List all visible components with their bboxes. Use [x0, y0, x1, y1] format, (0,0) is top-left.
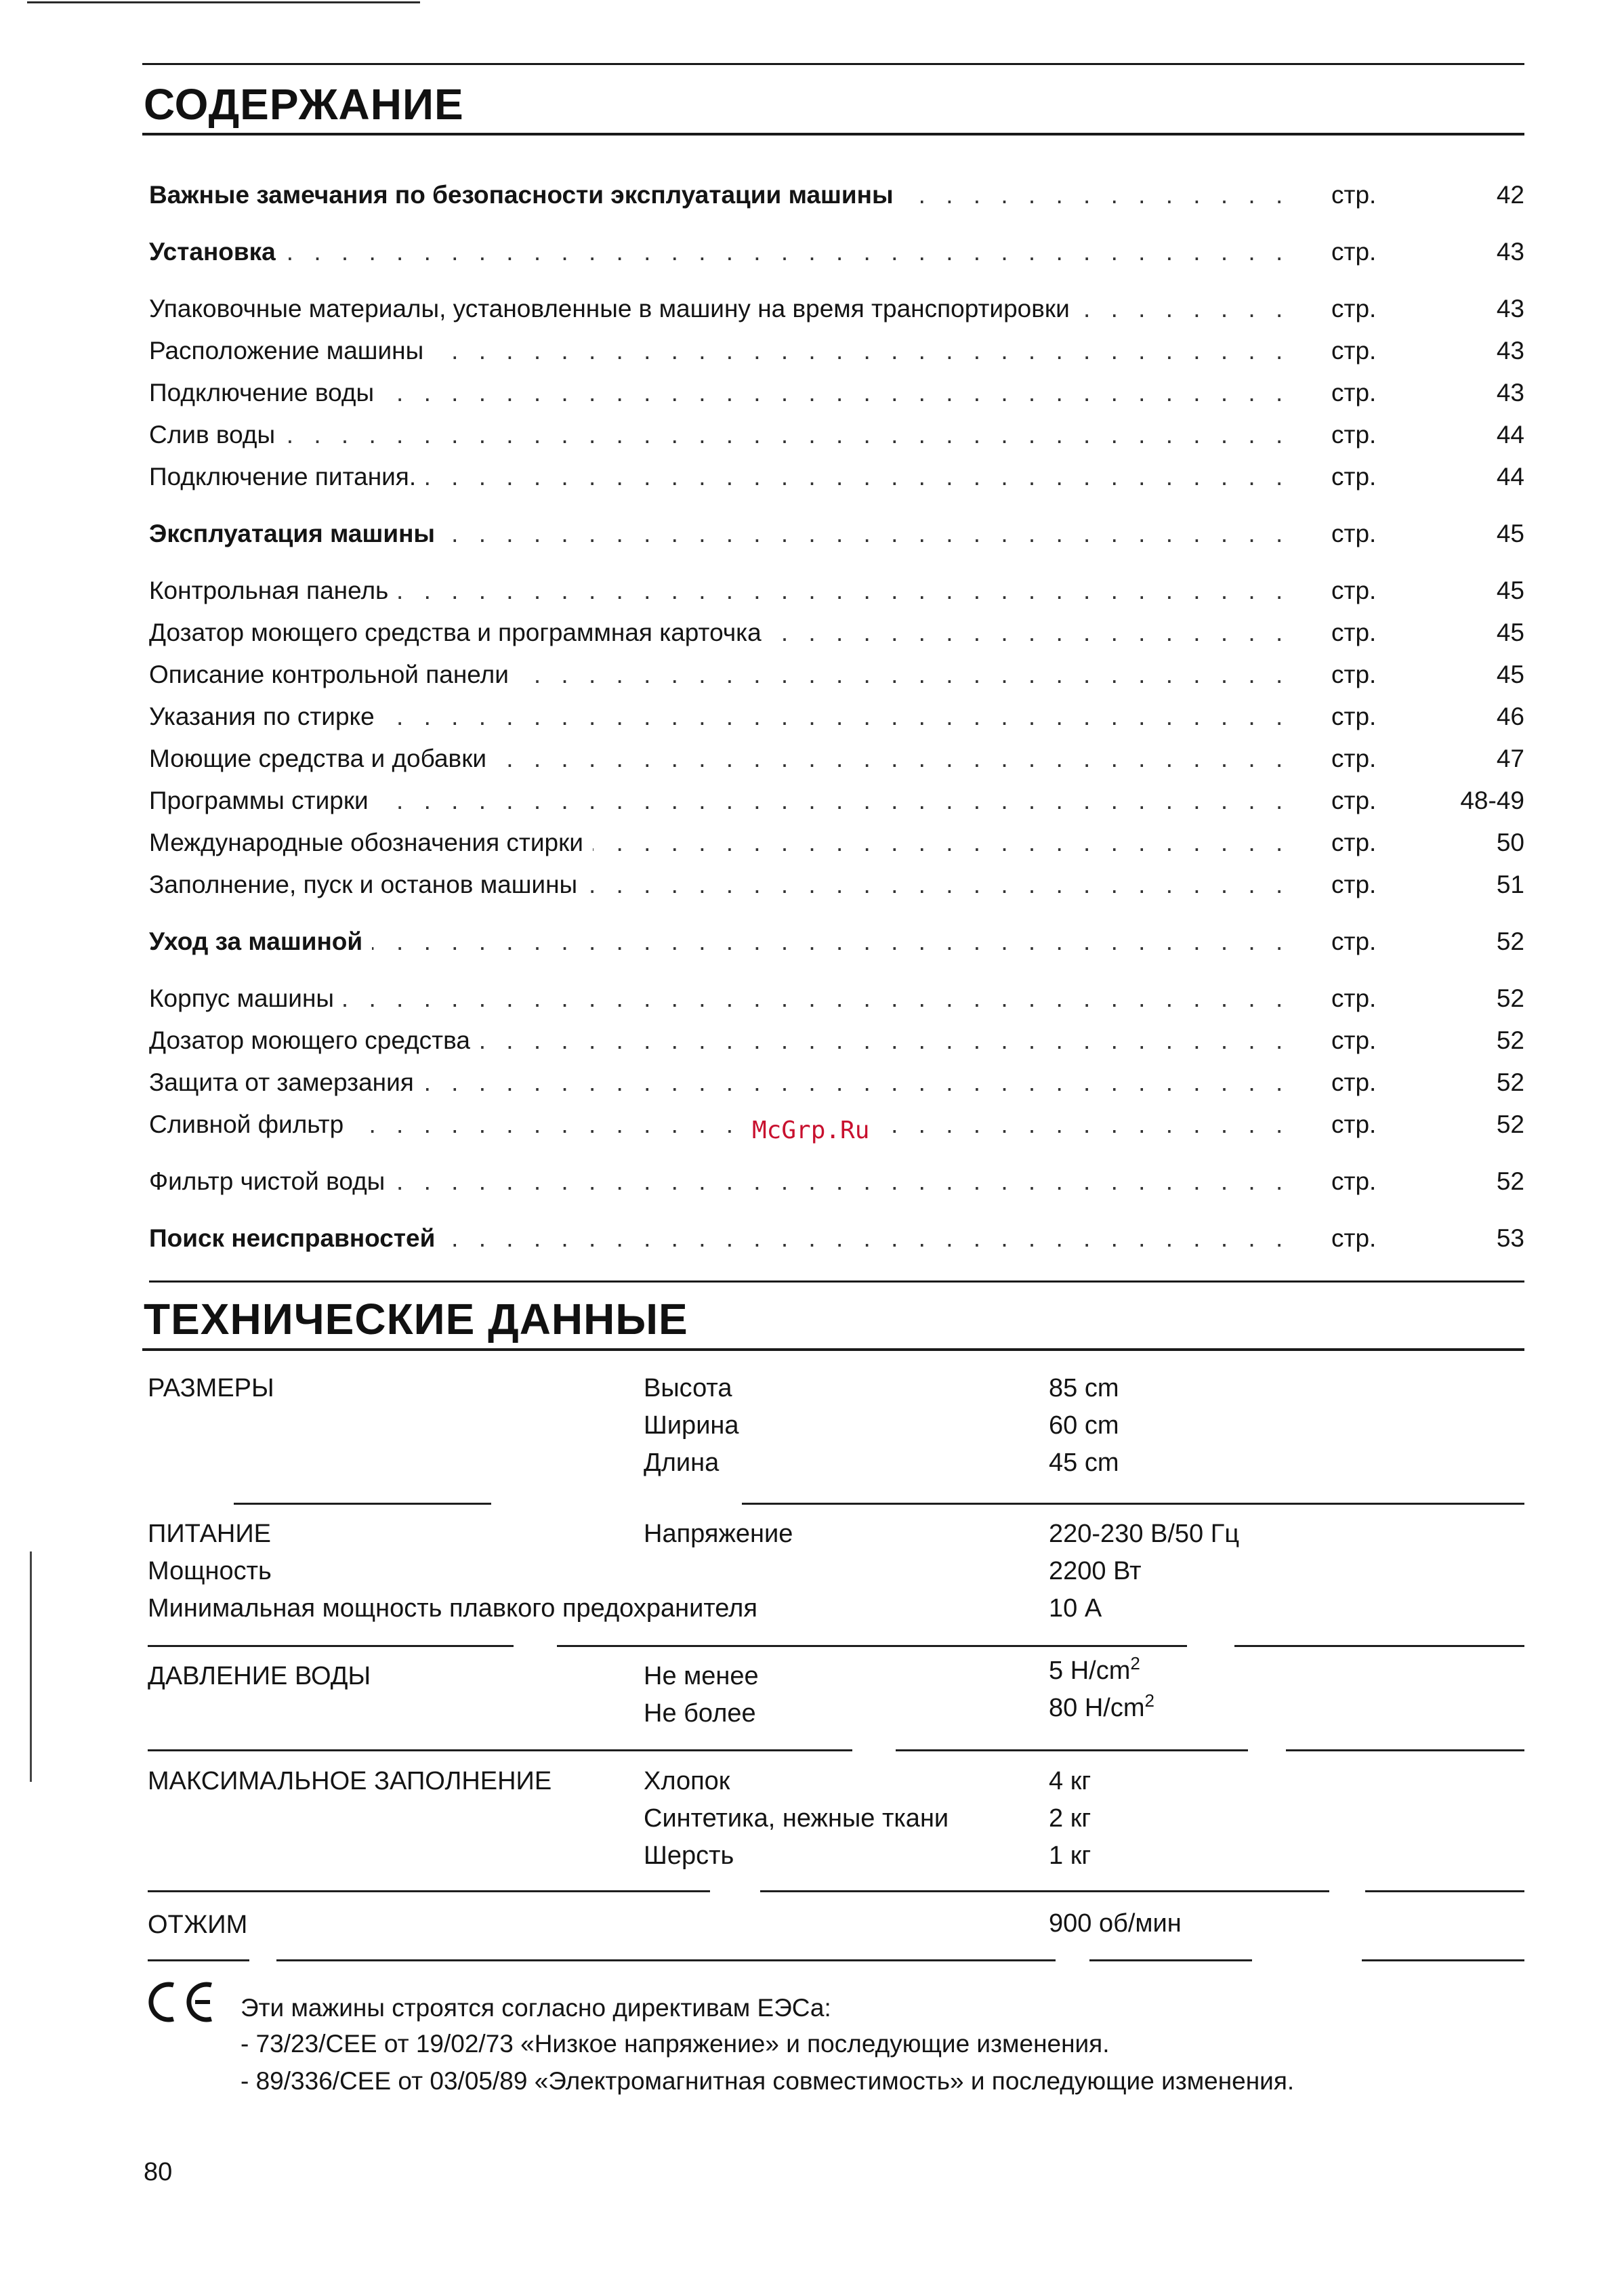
load-param: Хлопок: [644, 1767, 730, 1795]
ce-note-item: - 73/23/CEE от 19/02/73 «Низкое напряжение» и последующие изменения.: [241, 2030, 1110, 2058]
toc-entry-page: 43: [1496, 337, 1524, 364]
divider: [276, 1959, 1056, 1961]
dimension-value: 45 cm: [1049, 1449, 1119, 1477]
toc-top-rule: [142, 63, 1524, 65]
toc-entry: [149, 698, 1524, 736]
divider: [1286, 1749, 1524, 1751]
toc-entry-label: Упаковочные материалы, установленные в машину на время транспортировки: [149, 290, 1079, 328]
toc-entry-label: Слив воды: [149, 416, 285, 454]
toc-page-abbrev: стр.: [1331, 520, 1377, 547]
toc-page-abbrev: стр.: [1331, 745, 1377, 772]
toc-page-abbrev: стр.: [1331, 619, 1377, 646]
toc-page-abbrev: стр.: [1331, 1026, 1377, 1054]
toc-entry-page: 45: [1496, 661, 1524, 688]
load-value: 2 кг: [1049, 1804, 1091, 1833]
spin-value: 900 об/мин: [1049, 1909, 1182, 1938]
dimensions-label: РАЗМЕРЫ: [148, 1374, 274, 1402]
toc-page-abbrev: стр.: [1331, 463, 1377, 491]
toc-entry: [149, 656, 1524, 694]
ce-note-item: - 89/336/CEE от 03/05/89 «Электромагнитная совместимость» и последующие изменения.: [241, 2067, 1295, 2095]
toc-title-underline: [142, 133, 1524, 136]
pressure-min-value: 5 $Н/cm^2$: [1049, 1653, 1140, 1685]
voltage-param: Напряжение: [644, 1520, 793, 1548]
load-param: Шерсть: [644, 1841, 734, 1870]
divider: [148, 1749, 852, 1751]
divider: [1365, 1890, 1524, 1892]
toc-entry: [149, 782, 1524, 820]
toc-entry: [149, 332, 1524, 370]
toc-entry-page: 45: [1496, 577, 1524, 604]
toc-entry: [149, 290, 1524, 328]
toc-entry: [149, 923, 1524, 961]
toc-entry-label: Сливной фильтр: [149, 1106, 353, 1144]
divider: [1362, 1959, 1524, 1961]
divider: [760, 1890, 1329, 1892]
dimension-param: Высота: [644, 1374, 732, 1402]
toc-entry-page: 53: [1496, 1224, 1524, 1252]
toc-leader-dots: [149, 416, 1301, 454]
toc-entry-label: Установка: [149, 233, 285, 271]
toc-entry: [149, 374, 1524, 412]
toc-entry-page: 42: [1496, 181, 1524, 209]
toc-page-abbrev: стр.: [1331, 577, 1377, 604]
page-number: 80: [144, 2158, 173, 2186]
toc-entry-label: Подключение питания.: [149, 458, 425, 496]
toc-entry-label: Дозатор моющего средства и программная карточка: [149, 614, 771, 652]
dimension-param: Ширина: [644, 1411, 739, 1440]
power-consumption-value: 2200 Вт: [1049, 1557, 1142, 1585]
divider: [148, 1959, 249, 1961]
toc-leader-dots: [149, 233, 1301, 271]
tech-top-rule: [149, 1280, 1524, 1283]
toc-page-abbrev: стр.: [1331, 703, 1377, 730]
load-value: 4 кг: [1049, 1767, 1091, 1795]
toc-entry-page: 52: [1496, 1026, 1524, 1054]
divider: [557, 1645, 1187, 1647]
toc-page-abbrev: стр.: [1331, 238, 1377, 266]
divider: [896, 1749, 1248, 1751]
dimension-value: 60 cm: [1049, 1411, 1119, 1440]
toc-entry: [149, 572, 1524, 610]
toc-entry-label: Фильтр чистой воды: [149, 1163, 394, 1201]
toc-entry-page: 44: [1496, 463, 1524, 491]
toc-page-abbrev: стр.: [1331, 295, 1377, 322]
toc-entry-page: 46: [1496, 703, 1524, 730]
pressure-max-value: 80 $Н/cm^2$: [1049, 1690, 1154, 1722]
toc-page-abbrev: стр.: [1331, 421, 1377, 449]
toc-entry-label: Важные замечания по безопасности эксплуатации машины: [149, 176, 903, 214]
toc-entry-label: Международные обозначения стирки: [149, 824, 593, 862]
toc-entry: [149, 866, 1524, 904]
toc-entry: [149, 980, 1524, 1018]
toc-page-abbrev: стр.: [1331, 1068, 1377, 1096]
toc-entry-label: Контрольная панель: [149, 572, 398, 610]
toc-entry-label: Описание контрольной панели: [149, 656, 518, 694]
fuse-value: 10 А: [1049, 1594, 1102, 1623]
watermark: McGrp.Ru: [747, 1117, 875, 1144]
toc-entry: [149, 740, 1524, 778]
toc-page-abbrev: стр.: [1331, 829, 1377, 856]
toc-entry-label: Программы стирки: [149, 782, 378, 820]
toc-entry-label: Защита от замерзания: [149, 1064, 423, 1102]
fuse-label: Минимальная мощность плавкого предохранителя: [148, 1594, 757, 1623]
toc-entry-page: 45: [1496, 520, 1524, 547]
toc-page-abbrev: стр.: [1331, 661, 1377, 688]
toc-page-abbrev: стр.: [1331, 337, 1377, 364]
toc-entry: [149, 1064, 1524, 1102]
toc-page-abbrev: стр.: [1331, 1167, 1377, 1195]
toc-entry: [149, 233, 1524, 271]
toc-entry-page: 43: [1496, 238, 1524, 266]
toc-entry-page: 44: [1496, 421, 1524, 449]
toc-entry: [149, 824, 1524, 862]
toc-entry: [149, 515, 1524, 553]
pressure-max-param: Не более: [644, 1699, 756, 1728]
max-load-label: МАКСИМАЛЬНОЕ ЗАПОЛНЕНИЕ: [148, 1767, 552, 1795]
toc-page-abbrev: стр.: [1331, 871, 1377, 898]
toc-entry-page: 50: [1496, 829, 1524, 856]
toc-entry: [149, 1163, 1524, 1201]
toc-entry-page: 51: [1496, 871, 1524, 898]
toc-entry: [149, 1022, 1524, 1060]
divider: [742, 1503, 1524, 1505]
toc-page-abbrev: стр.: [1331, 984, 1377, 1012]
toc-entry-label: Дозатор моющего средства: [149, 1022, 480, 1060]
load-value: 1 кг: [1049, 1841, 1091, 1870]
water-pressure-label: ДАВЛЕНИЕ ВОДЫ: [148, 1662, 371, 1690]
scan-margin-mark: [30, 1551, 32, 1782]
divider: [1234, 1645, 1524, 1647]
divider: [1089, 1959, 1252, 1961]
toc-page-abbrev: стр.: [1331, 379, 1377, 407]
toc-entry-page: 52: [1496, 1110, 1524, 1138]
toc-entry-label: Подключение воды: [149, 374, 383, 412]
spin-label: ОТЖИМ: [148, 1911, 248, 1939]
toc-entry: [149, 458, 1524, 496]
tech-title-underline: [142, 1348, 1524, 1351]
toc-page-abbrev: стр.: [1331, 1110, 1377, 1138]
toc-entry-page: 52: [1496, 984, 1524, 1012]
toc-page-abbrev: стр.: [1331, 181, 1377, 209]
power-consumption-label: Мощность: [148, 1557, 272, 1585]
toc-entry: [149, 614, 1524, 652]
toc-entry-label: Уход за машиной: [149, 923, 372, 961]
toc-entry-page: 43: [1496, 295, 1524, 322]
toc-page-abbrev: стр.: [1331, 787, 1377, 814]
toc-entry: [149, 1220, 1524, 1257]
tech-title: ТЕХНИЧЕСКИЕ ДАННЫЕ: [144, 1295, 688, 1343]
ce-note-intro: Эти мажины строятся согласно директивам ЕЭСа:: [241, 1994, 831, 2022]
voltage-value: 220-230 В/50 Гц: [1049, 1520, 1240, 1548]
pressure-min-param: Не менее: [644, 1662, 759, 1690]
toc-entry-label: Расположение машины: [149, 332, 433, 370]
toc-entry-page: 52: [1496, 928, 1524, 955]
toc-entry-label: Указания по стирке: [149, 698, 384, 736]
toc-entry-page: 43: [1496, 379, 1524, 407]
toc-entry-label: Заполнение, пуск и останов машины: [149, 866, 587, 904]
divider: [148, 1890, 710, 1892]
divider: [148, 1645, 514, 1647]
ce-mark-icon: [144, 1978, 218, 2026]
toc-entry: [149, 416, 1524, 454]
toc-entry-label: Поиск неисправностей: [149, 1220, 444, 1257]
toc-entry-page: 45: [1496, 619, 1524, 646]
toc-entry-page: 48-49: [1460, 787, 1524, 814]
toc-page-abbrev: стр.: [1331, 1224, 1377, 1252]
load-param: Синтетика, нежные ткани: [644, 1804, 949, 1833]
toc-entry-page: 52: [1496, 1167, 1524, 1195]
power-label: ПИТАНИЕ: [148, 1520, 272, 1548]
toc-entry-label: Корпус машины: [149, 980, 343, 1018]
toc-entry-page: 47: [1496, 745, 1524, 772]
toc-entry-page: 52: [1496, 1068, 1524, 1096]
dimension-param: Длина: [644, 1449, 720, 1477]
toc-entry-label: Эксплуатация машины: [149, 515, 444, 553]
divider: [234, 1503, 491, 1505]
dimension-value: 85 cm: [1049, 1374, 1119, 1402]
toc-entry: [149, 176, 1524, 214]
toc-title: СОДЕРЖАНИЕ: [144, 80, 464, 129]
scan-edge-line: [27, 1, 420, 3]
toc-page-abbrev: стр.: [1331, 928, 1377, 955]
toc-entry-label: Моющие средства и добавки: [149, 740, 496, 778]
